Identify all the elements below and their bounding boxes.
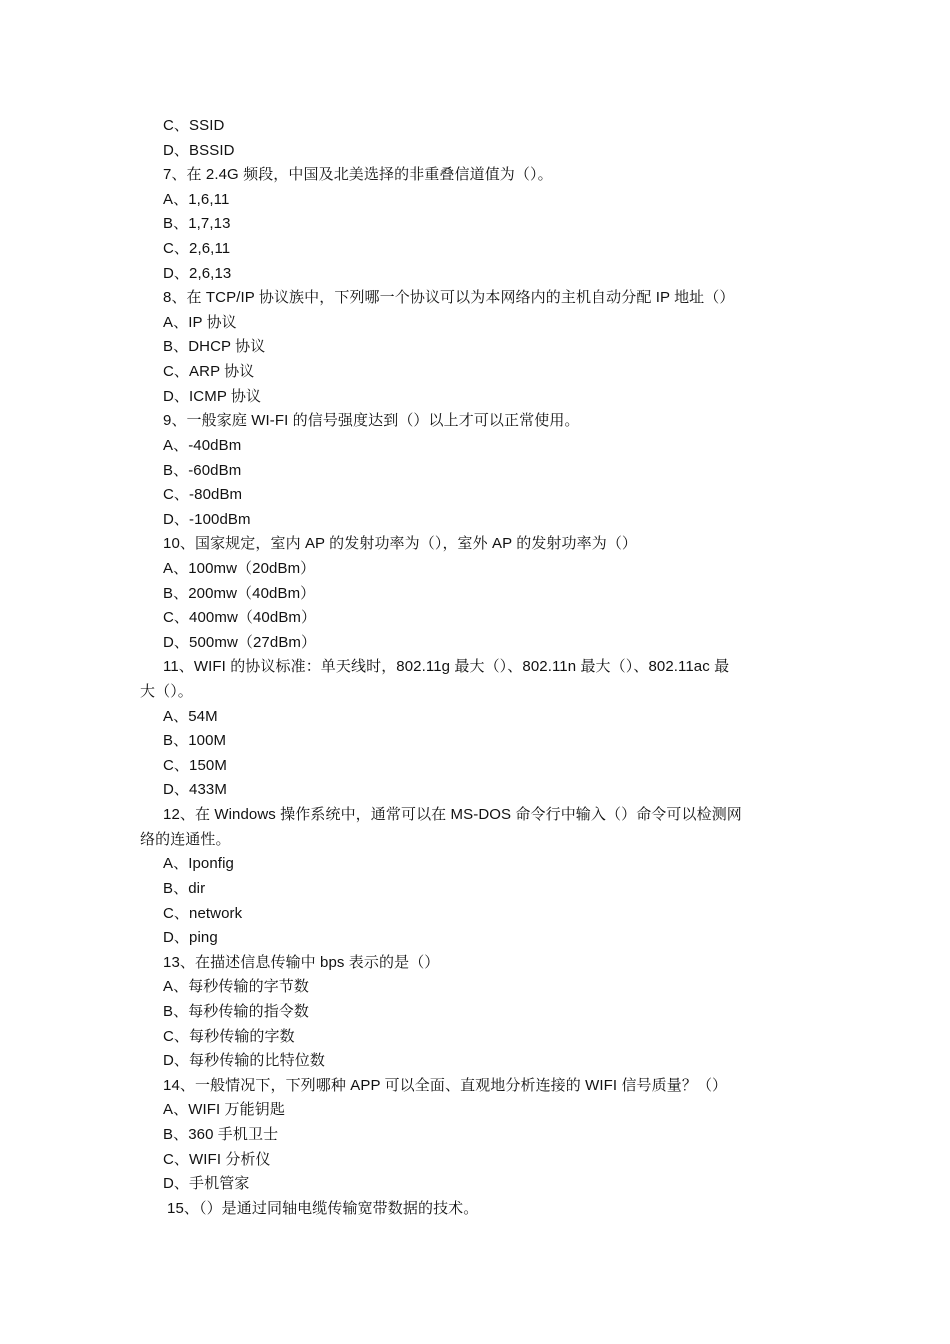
question-text: 8、在 TCP/IP 协议族中，下列哪一个协议可以为本网络内的主机自动分配 IP 地址（） xyxy=(163,289,735,307)
question-text: 11、WIFI 的协议标准：单天线时，802.11g 最大（）、802.11n 最大（）、802.11ac 最 xyxy=(163,658,730,676)
answer-option: C、2,6,11 xyxy=(163,240,231,258)
answer-option: B、100M xyxy=(163,732,227,750)
answer-option: D、BSSID xyxy=(163,141,235,159)
answer-option: C、WIFI 分析仪 xyxy=(163,1150,271,1168)
question-list xyxy=(0,114,950,1221)
answer-option: B、DHCP 协议 xyxy=(163,338,266,356)
answer-option: B、1,7,13 xyxy=(163,215,231,233)
answer-option: C、ARP 协议 xyxy=(163,363,255,381)
answer-option: D、ping xyxy=(163,929,218,947)
answer-option: C、400mw（40dBm） xyxy=(163,609,317,627)
answer-option: D、2,6,13 xyxy=(163,264,232,282)
answer-option: B、200mw（40dBm） xyxy=(163,584,316,602)
answer-option: C、每秒传输的字数 xyxy=(163,1027,295,1045)
answer-option: A、1,6,11 xyxy=(163,190,230,208)
answer-option: B、dir xyxy=(163,879,206,897)
answer-option: D、每秒传输的比特位数 xyxy=(163,1052,325,1070)
answer-option: B、每秒传输的指令数 xyxy=(163,1002,310,1020)
answer-option: B、-60dBm xyxy=(163,461,242,479)
answer-option: D、-100dBm xyxy=(163,510,251,528)
answer-option: A、IP 协议 xyxy=(163,313,237,331)
question-text: 12、在 Windows 操作系统中，通常可以在 MS-DOS 命令行中输入（）命令可以检测网 xyxy=(163,806,742,824)
question-text: 15、（）是通过同轴电缆传输宽带数据的技术。 xyxy=(167,1199,479,1217)
answer-option: A、-40dBm xyxy=(163,436,242,454)
answer-option: C、SSID xyxy=(163,117,225,134)
answer-option: A、WIFI 万能钥匙 xyxy=(163,1101,285,1119)
answer-option: C、150M xyxy=(163,756,227,774)
answer-option: A、100mw（20dBm） xyxy=(163,559,316,577)
answer-option: C、-80dBm xyxy=(163,486,243,504)
question-text: 9、一般家庭 WI-FI 的信号强度达到（）以上才可以正常使用。 xyxy=(163,412,580,430)
answer-option: D、500mw（27dBm） xyxy=(163,633,317,651)
answer-option: D、ICMP 协议 xyxy=(163,387,262,405)
answer-option: A、Iponfig xyxy=(163,855,234,873)
question-text-continuation: 大（）。 xyxy=(140,683,193,701)
answer-option: C、network xyxy=(163,904,243,922)
answer-option: A、每秒传输的字节数 xyxy=(163,978,310,996)
answer-option: D、433M xyxy=(163,781,227,799)
question-text-continuation: 络的连通性。 xyxy=(140,830,231,848)
question-text: 7、在 2.4G 频段，中国及北美选择的非重叠信道值为（）。 xyxy=(163,166,553,184)
answer-option: D、手机管家 xyxy=(163,1175,250,1193)
question-text: 13、在描述信息传输中 bps 表示的是（） xyxy=(163,953,440,971)
question-text: 14、一般情况下，下列哪种 APP 可以全面、直观地分析连接的 WIFI 信号质量？（） xyxy=(163,1076,728,1094)
answer-option: B、360 手机卫士 xyxy=(163,1125,279,1143)
question-text: 10、国家规定，室内 AP 的发射功率为（），室外 AP 的发射功率为（） xyxy=(163,535,638,553)
answer-option: A、54M xyxy=(163,707,218,725)
